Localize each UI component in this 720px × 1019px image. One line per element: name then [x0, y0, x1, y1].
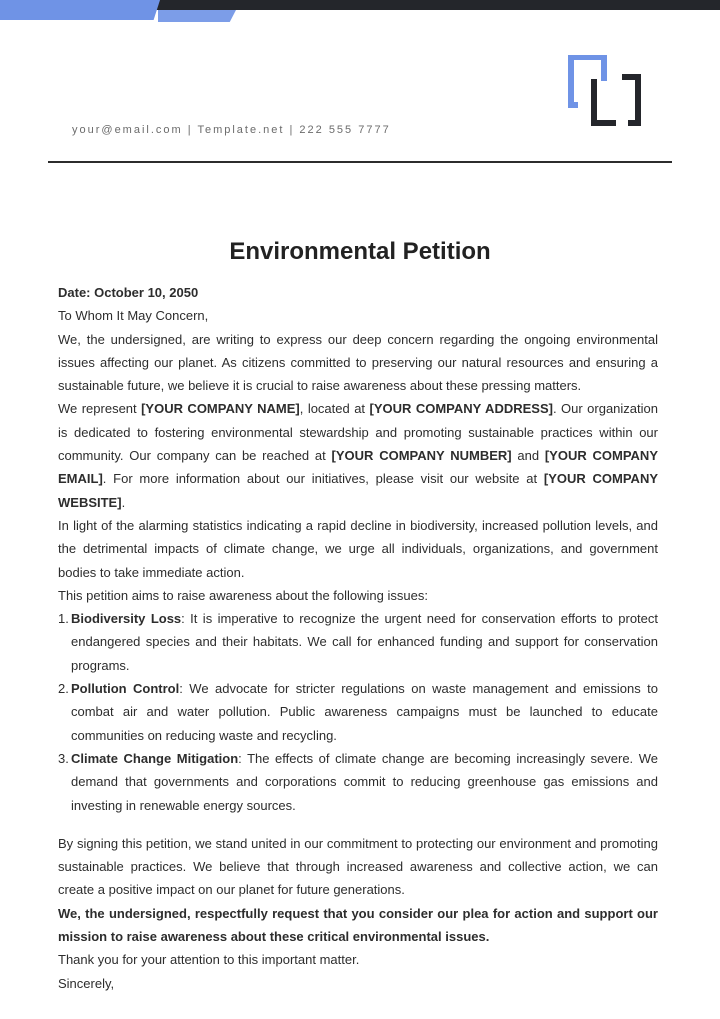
top-decorative-bar — [0, 0, 720, 22]
paragraph-request: We, the undersigned, respectfully request that you consider our plea for action and support our mission to raise awareness about these critical environmental issues. — [58, 905, 658, 945]
list-number: 2. — [58, 681, 69, 697]
issue-text: : We advocate for stricter regulations on waste management and emissions to combat air and water pollution. Public awareness campaigns must be launched to educate communities on reducing waste and recycling. — [71, 681, 659, 743]
company-text: . For more information about our initiatives, please visit our website at — [102, 471, 544, 487]
closing-line: Sincerely, — [58, 975, 115, 991]
document-title: Environmental Petition — [229, 238, 491, 265]
company-text: and — [511, 448, 545, 464]
company-name-placeholder: [YOUR COMPANY NAME] — [141, 401, 300, 417]
paragraph-commitment: By signing this petition, we stand united in our commitment to protecting our environment and promoting sustainable practices. We believe that through increased awareness and collective action, we can create a positive impact on our planet for future generations. — [58, 835, 658, 898]
company-email-placeholder: [YOUR COMPANY EMAIL] — [58, 448, 658, 487]
date-line: Date: October 10, 2050 — [58, 285, 199, 300]
list-number: 1. — [58, 611, 69, 627]
thanks-line: Thank you for your attention to this important matter. — [58, 952, 360, 968]
company-text: We represent — [58, 401, 142, 417]
top-bar-blue-stripe — [0, 0, 160, 20]
header-divider — [48, 161, 672, 163]
salutation: To Whom It May Concern, — [58, 308, 209, 324]
paragraph-urgency: In light of the alarming statistics indicating a rapid decline in biodiversity, increased pollution levels, and the detrimental impacts of climate change, we urge all individuals, organizations, and government bodies to take immediate action. — [58, 517, 658, 580]
paragraph-issues-intro: This petition aims to raise awareness about the following issues: — [58, 587, 428, 603]
company-text: . — [121, 494, 126, 510]
issue-text: : The effects of climate change are becoming increasingly severe. We demand that governments and corporations commit to reducing greenhouse gas emissions and investing in renewable energy sources. — [71, 750, 658, 813]
company-address-placeholder: [YOUR COMPANY ADDRESS] — [369, 401, 553, 417]
issues-list — [58, 607, 658, 817]
list-number: 3. — [58, 750, 69, 766]
issue-title: Biodiversity Loss — [71, 611, 182, 627]
paragraph-company — [58, 397, 658, 513]
list-item — [58, 607, 658, 677]
issue-title: Climate Change Mitigation — [71, 750, 239, 766]
company-number-placeholder: [YOUR COMPANY NUMBER] — [331, 448, 512, 464]
company-text: . Our organization is dedicated to fostering environmental stewardship and promoting sustainable practices within our community. Our company can be reached at — [58, 401, 658, 464]
bracket-logo-icon — [566, 55, 646, 129]
list-item — [58, 747, 658, 817]
petition-body — [58, 281, 658, 995]
top-bar-blue-accent — [158, 10, 236, 22]
paragraph-intro: We, the undersigned, are writing to express our deep concern regarding the ongoing environmental issues affecting our planet. As citizens committed to preserving our natural resources and ensuring a sustainable future, we believe it is crucial to raise awareness about these pressing matters. — [58, 331, 658, 394]
contact-line: your@email.com | Template.net | 222 555 7777 — [72, 124, 391, 136]
list-item — [58, 677, 658, 747]
company-text: , located at — [299, 401, 370, 417]
section-spacer — [58, 817, 658, 832]
company-website-placeholder: [YOUR COMPANY WEBSITE] — [58, 471, 658, 510]
issue-title: Pollution Control — [71, 681, 180, 697]
issue-text: : It is imperative to recognize the urgent need for conservation efforts to protect endangered species and their habitats. We call for enhanced funding and support for conservation programs. — [71, 611, 659, 673]
top-bar-dark-stripe — [150, 0, 720, 10]
